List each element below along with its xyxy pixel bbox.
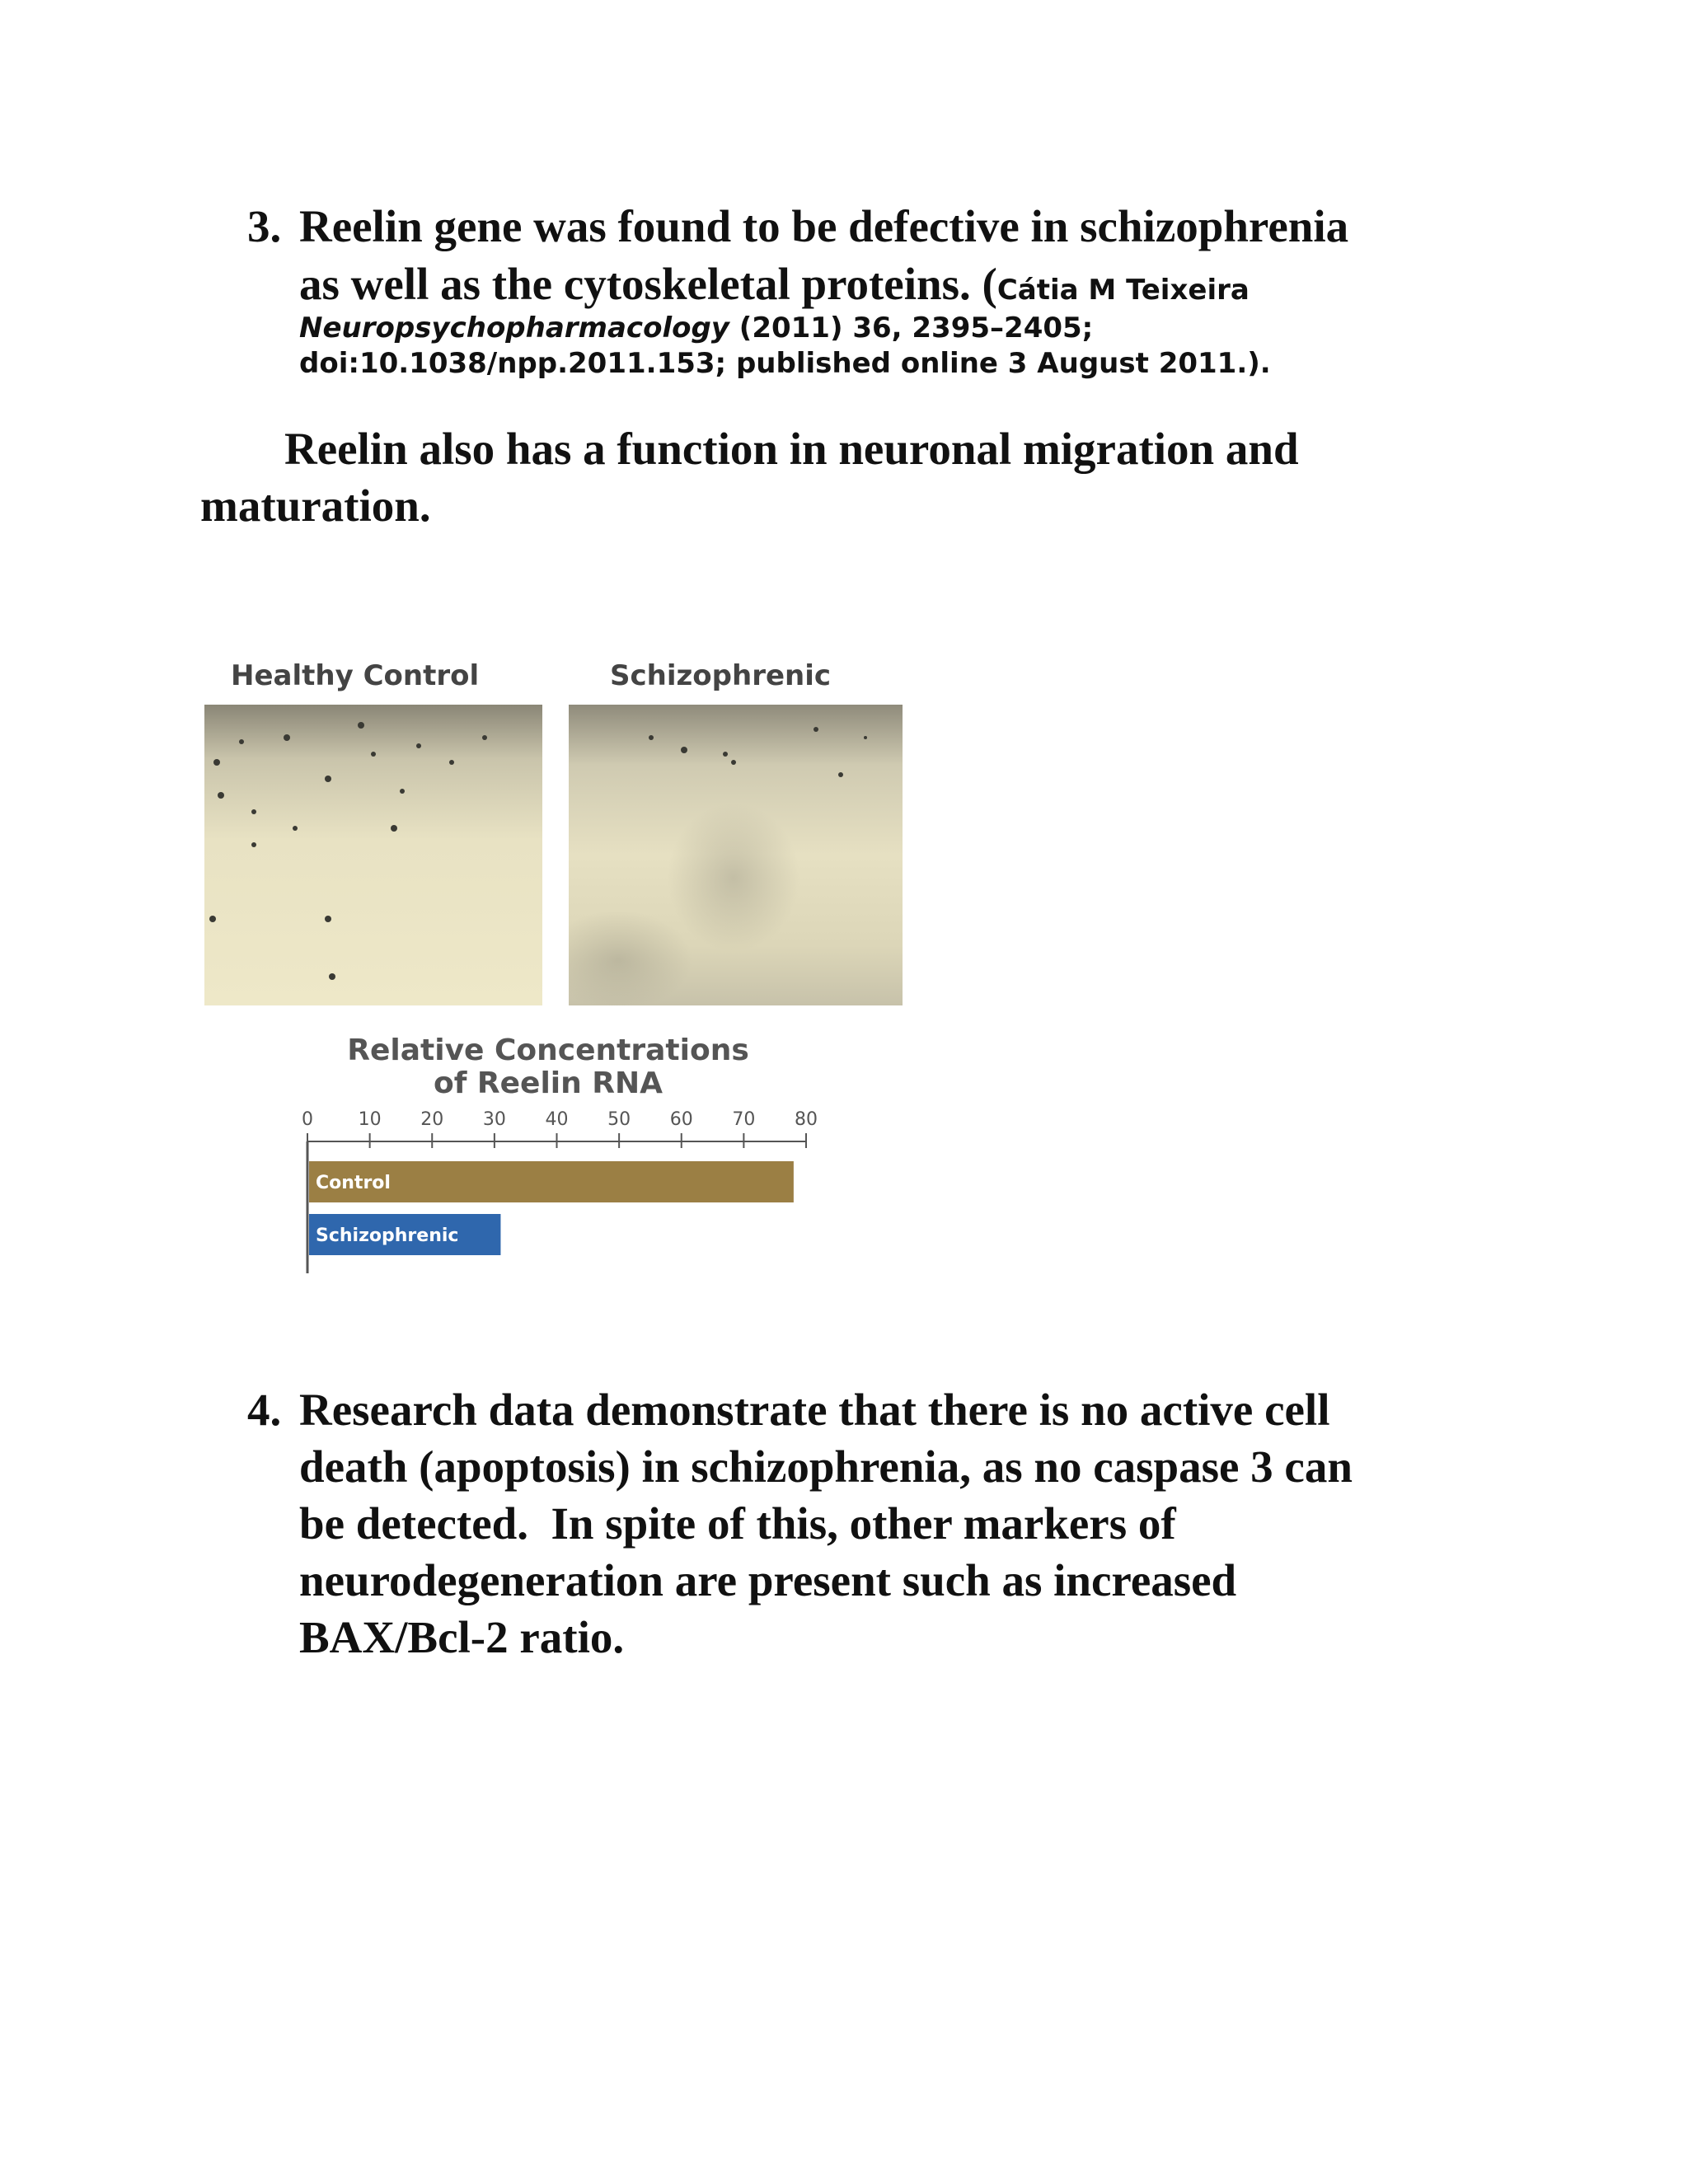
item-3-line-2 (299, 255, 1470, 312)
bar-label-schizophrenic: Schizophrenic (316, 1226, 459, 1246)
item-3-number: 3. (247, 201, 282, 251)
x-tick-label: 0 (302, 1109, 313, 1130)
item-3-line-1: Reelin gene was found to be defective in schizophrenia (299, 201, 1349, 251)
item-4-line-5: BAX/Bcl-2 ratio. (299, 1612, 625, 1662)
healthy-control-title: Healthy Control (231, 659, 480, 692)
item-3-line-2-text: as well as the cytoskeletal proteins. ( (299, 259, 997, 309)
schizophrenic-micrograph (569, 705, 903, 1005)
citation-journal: Neuropsychopharmacology (299, 312, 729, 344)
citation-line-2 (299, 311, 1093, 345)
x-tick-label: 80 (795, 1109, 818, 1130)
item-4-number: 4. (247, 1385, 282, 1435)
chart-title (272, 1034, 824, 1100)
x-tick-label: 40 (545, 1109, 569, 1130)
reelin-rna-bar-chart (280, 1100, 841, 1282)
citation-volume: (2011) 36, 2395–2405; (729, 312, 1094, 344)
x-tick-label: 30 (482, 1109, 506, 1130)
item-4-line-1: Research data demonstrate that there is no active cell (299, 1385, 1330, 1435)
schizophrenic-title: Schizophrenic (610, 659, 832, 692)
paragraph-line-2: maturation. (200, 480, 431, 531)
chart-title-line-2: of Reelin RNA (433, 1066, 663, 1100)
bar-label-control: Control (316, 1173, 391, 1193)
item-4-line-3: be detected. In spite of this, other markers of (299, 1498, 1176, 1549)
x-tick-label: 70 (732, 1109, 756, 1130)
citation-author: Cátia M Teixeira (996, 274, 1250, 307)
citation-line-3: doi:10.1038/npp.2011.153; published online 3 August 2011.). (299, 347, 1271, 380)
healthy-control-micrograph (204, 705, 542, 1005)
x-tick-label: 20 (420, 1109, 444, 1130)
x-tick-label: 50 (607, 1109, 631, 1130)
item-4-line-4: neurodegeneration are present such as increased (299, 1555, 1237, 1605)
item-4-line-2: death (apoptosis) in schizophrenia, as no caspase 3 can (299, 1441, 1353, 1492)
x-tick-label: 10 (358, 1109, 382, 1130)
paragraph-line-1: Reelin also has a function in neuronal migration and (284, 424, 1299, 474)
x-tick-label: 60 (669, 1109, 693, 1130)
chart-title-line-1: Relative Concentrations (347, 1033, 749, 1067)
